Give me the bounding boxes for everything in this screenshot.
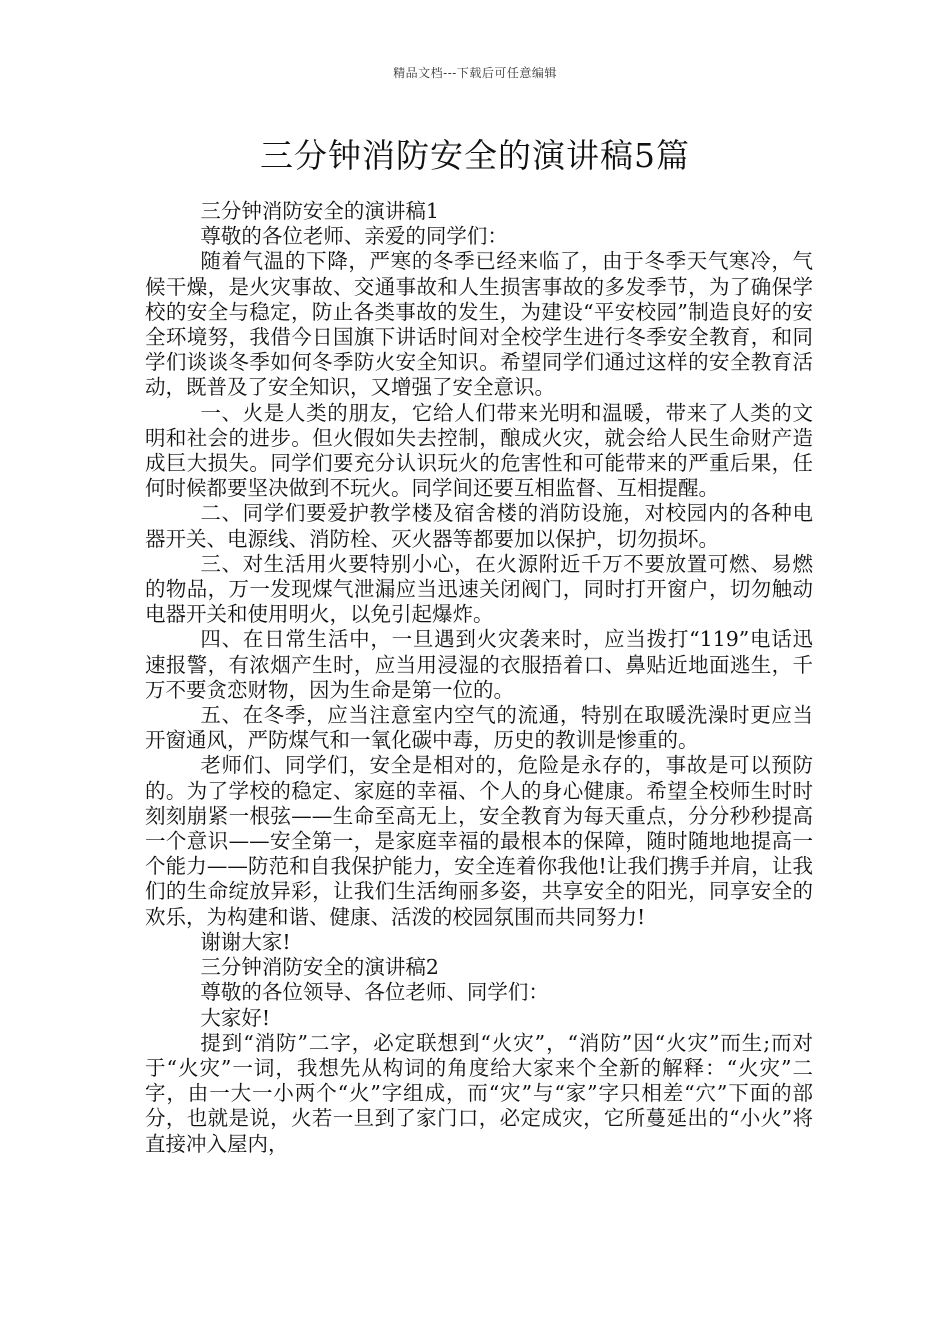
document-title: 三分钟消防安全的演讲稿5篇	[260, 136, 690, 175]
speech-1-point-4: 四、在日常生活中，一旦遇到火灾袭来时，应当拨打“119”电话迅速报警，有浓烟产生时，应当用浸湿的衣服捂着口、鼻贴近地面逃生，千万不要贪恋财物，因为生命是第一位的。	[145, 627, 813, 702]
speech-1-intro-paragraph: 随着气温的下降，严寒的冬季已经来临了，由于冬季天气寒冷，气候干燥，是火灾事故、交通事故和人生损害事故的多发季节，为了确保学校的安全与稳定，防止各类事故的发生，为建设“平安校园”制造良好的安全环境努，我借今日国旗下讲话时间对全校学生进行冬季安全教育，和同学们谈谈冬季如何冬季防火安全知识。希望同学们通过这样的安全教育活动，既普及了安全知识，又增强了安全意识。	[145, 249, 813, 400]
speech-2-greeting: 大家好!	[200, 1005, 271, 1030]
document-body	[145, 199, 813, 1157]
speech-1-point-5: 五、在冬季，应当注意室内空气的流通，特别在取暖洗澡时更应当开窗通风，严防煤气和一氧化碳中毒，历史的教训是惨重的。	[145, 703, 813, 753]
speech-1-thanks: 谢谢大家!	[200, 929, 291, 954]
speech-1-point-2: 二、同学们要爱护教学楼及宿舍楼的消防设施，对校园内的各种电器开关、电源线、消防栓、灭火器等都要加以保护，切勿损坏。	[145, 501, 813, 551]
speech-1-conclusion: 老师们、同学们，安全是相对的，危险是永存的，事故是可以预防的。为了学校的稳定、家庭的幸福、个人的身心健康。希望全校师生时时刻刻崩紧一根弦——生命至高无上，安全教育为每天重点，分分秒秒提高一个意识——安全第一，是家庭幸福的最根本的保障，随时随地地提高一个能力——防范和自我保护能力，安全连着你我他!让我们携手并肩，让我们的生命绽放异彩，让我们生活绚丽多姿，共享安全的阳光，同享安全的欢乐，为构建和谐、健康、活泼的校园氛围而共同努力!	[145, 753, 813, 929]
speech-2-paragraph-1: 提到“消防”二字，必定联想到“火灾”，“消防”因“火灾”而生;而对于“火灾”一词，我想先从构词的角度给大家来个全新的解释：“火灾”二字，由一大一小两个“火”字组成，而“灾”与“家”字只相差“穴”下面的部分，也就是说，火若一旦到了家门口，必定成灾，它所蔓延出的“小火”将直接冲入屋内，	[145, 1030, 813, 1156]
speech-2-heading: 三分钟消防安全的演讲稿2	[200, 955, 439, 980]
page-header-note: 精品文档---下载后可任意编辑	[393, 66, 557, 80]
speech-1-heading: 三分钟消防安全的演讲稿1	[200, 199, 439, 223]
speech-1-point-3: 三、对生活用火要特别小心，在火源附近千万不要放置可燃、易燃的物品，万一发现煤气泄漏应当迅速关闭阀门，同时打开窗户，切勿触动电器开关和使用明火，以免引起爆炸。	[145, 551, 813, 627]
speech-2-salutation: 尊敬的各位领导、各位老师、同学们：	[200, 980, 549, 1005]
speech-1-salutation: 尊敬的各位老师、亲爱的同学们：	[200, 224, 508, 249]
speech-1-point-1: 一、火是人类的朋友，它给人们带来光明和温暖，带来了人类的文明和社会的进步。但火假如失去控制，酿成火灾，就会给人民生命财产造成巨大损失。同学们要充分认识玩火的危害性和可能带来的严重后果，任何时候都要坚决做到不玩火。同学间还要互相监督、互相提醒。	[145, 400, 813, 501]
